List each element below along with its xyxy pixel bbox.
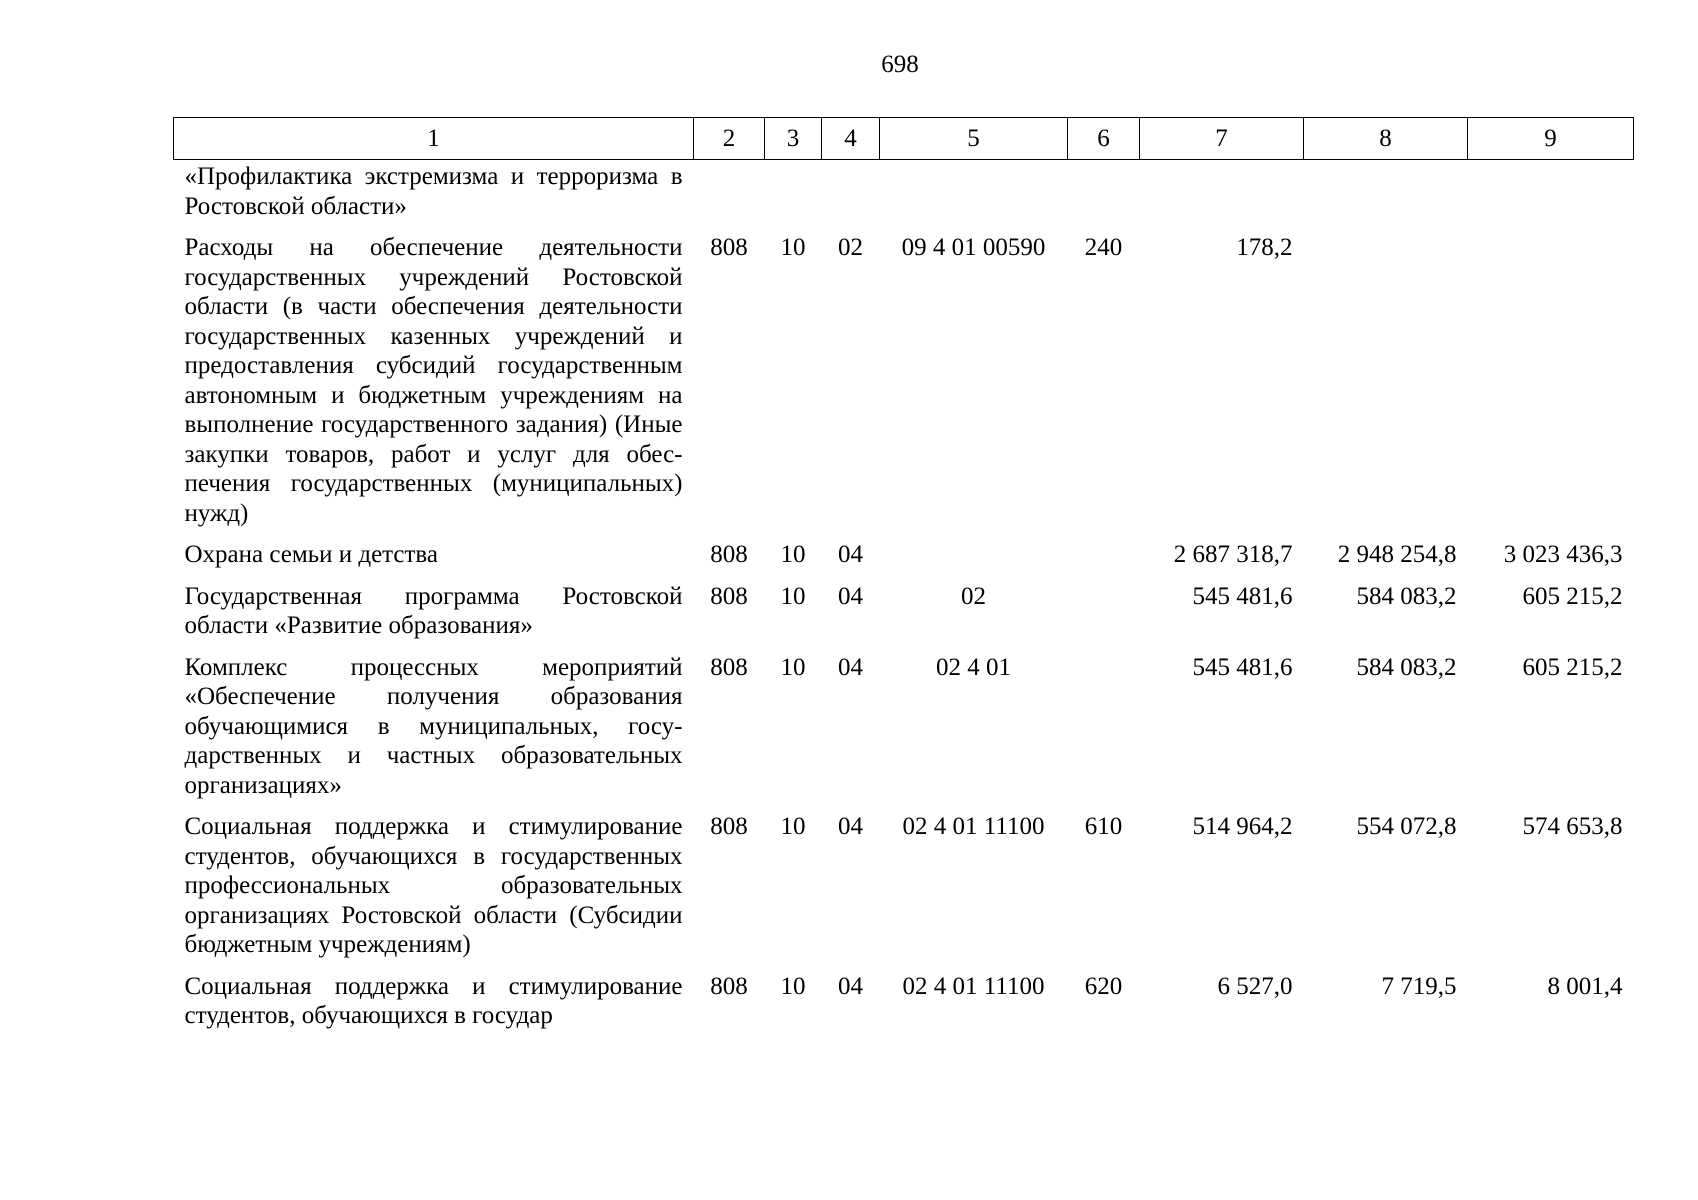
cell-col-8: [1304, 233, 1468, 540]
cell-col-9: 605 215,2: [1522, 653, 1623, 681]
cell-col-3: 10: [780, 541, 806, 568]
table-row: [174, 582, 1634, 653]
cell-col-8: 584 083,2: [1356, 653, 1457, 681]
cell-col-5: 02 4 01 11100: [902, 972, 1045, 1000]
cell-col-4: 04: [838, 813, 863, 840]
row-name: Социальная поддержка и стимулирование студентов, обучающихся в государ: [184, 972, 683, 1029]
column-header-9: 9: [1468, 118, 1634, 160]
row-name: Расходы на обеспечение деятельности государственных учреждений Ростовской области (в части обеспечения деятельности государственных казенных учреждений и предоставления субсидий государственным автономным и бюджетным учреждениям на выполнение государственного задания) (Иные закупки товаров, работ и услуг для обеспечения государственных (муниципальных) нужд): [184, 234, 683, 527]
cell-col-2: 808: [710, 582, 748, 610]
cell-col-6: 610: [1084, 813, 1123, 840]
cell-col-4: 04: [838, 653, 863, 681]
table-row: [174, 540, 1634, 582]
budget-table: [173, 117, 1634, 1043]
table-row: [174, 812, 1634, 972]
cell-col-2: 808: [710, 972, 748, 1000]
cell-col-9: 574 653,8: [1522, 813, 1623, 840]
header-row: [174, 118, 1634, 160]
cell-col-6: [1068, 653, 1140, 813]
cell-col-3: [765, 160, 822, 234]
cell-col-5: 02: [961, 582, 986, 610]
cell-col-5: 09 4 01 00590: [901, 234, 1046, 261]
cell-col-2: [694, 160, 765, 234]
cell-col-8: 2 948 254,8: [1337, 541, 1457, 568]
column-header-8: 8: [1304, 118, 1468, 160]
cell-col-7: 514 964,2: [1192, 813, 1293, 840]
cell-col-8: [1304, 160, 1468, 234]
column-header-1: 1: [174, 118, 694, 160]
cell-col-9: [1468, 233, 1634, 540]
row-name: Социальная поддержка и стимулирование студентов, обучающихся в государственных профессиональных образовательных организациях Ростовской области (Субсидии бюджетным учреждениям): [184, 813, 683, 958]
cell-col-6: [1068, 540, 1140, 582]
table-body: [174, 160, 1634, 1043]
cell-col-8: 554 072,8: [1356, 813, 1457, 840]
cell-col-7: 178,2: [1236, 234, 1293, 261]
cell-col-7: [1140, 160, 1304, 234]
cell-col-2: 808: [710, 541, 748, 568]
cell-col-3: 10: [780, 972, 806, 1000]
cell-col-3: 10: [780, 582, 806, 610]
cell-col-3: 10: [780, 813, 806, 840]
cell-col-5: 02 4 01: [936, 653, 1011, 681]
row-name: «Профилактика экстремизма и терроризма в Ростовской области»: [184, 163, 683, 220]
cell-col-5: [880, 540, 1068, 582]
cell-col-9: 605 215,2: [1522, 582, 1623, 610]
table-row: [174, 160, 1634, 234]
table-row: [174, 233, 1634, 540]
column-header-5: 5: [880, 118, 1068, 160]
cell-col-8: 7 719,5: [1381, 972, 1457, 1000]
cell-col-3: 10: [780, 234, 806, 261]
column-header-6: 6: [1068, 118, 1140, 160]
cell-col-4: 04: [838, 541, 863, 568]
cell-col-9: 3 023 436,3: [1503, 541, 1623, 568]
cell-col-6: 620: [1084, 972, 1123, 1000]
column-header-3: 3: [765, 118, 822, 160]
column-header-2: 2: [694, 118, 765, 160]
column-header-7: 7: [1140, 118, 1304, 160]
cell-col-2: 808: [710, 813, 748, 840]
cell-col-7: 545 481,6: [1192, 653, 1293, 681]
cell-col-2: 808: [710, 653, 748, 681]
cell-col-4: 04: [838, 972, 863, 1000]
cell-col-6: [1068, 160, 1140, 234]
row-name: Комплекс процессных мероприятий «Обеспечение получения образования обучающимися в муниципальных, государственных и частных образовательных организациях»: [184, 653, 683, 799]
row-name: Государственная программа Ростовской области «Развитие образования»: [184, 582, 683, 639]
cell-col-7: 2 687 318,7: [1173, 541, 1293, 568]
table-row: [174, 653, 1634, 813]
cell-col-8: 584 083,2: [1356, 582, 1457, 610]
page-number: 698: [881, 51, 919, 78]
column-header-4: 4: [822, 118, 880, 160]
cell-col-4: 04: [838, 582, 863, 610]
cell-col-3: 10: [780, 653, 806, 681]
cell-col-4: [822, 160, 880, 234]
table-row: [174, 972, 1634, 1043]
cell-col-7: 6 527,0: [1217, 972, 1293, 1000]
cell-col-9: [1468, 160, 1634, 234]
cell-col-9: 8 001,4: [1547, 972, 1623, 1000]
cell-col-5: [880, 160, 1068, 234]
cell-col-2: 808: [710, 234, 748, 261]
cell-col-6: [1068, 582, 1140, 653]
cell-col-7: 545 481,6: [1192, 582, 1293, 610]
table-header: [174, 118, 1634, 160]
row-name: Охрана семьи и детства: [184, 541, 438, 568]
cell-col-6: 240: [1084, 234, 1123, 261]
cell-col-4: 02: [838, 234, 863, 261]
cell-col-5: 02 4 01 11100: [902, 813, 1045, 840]
